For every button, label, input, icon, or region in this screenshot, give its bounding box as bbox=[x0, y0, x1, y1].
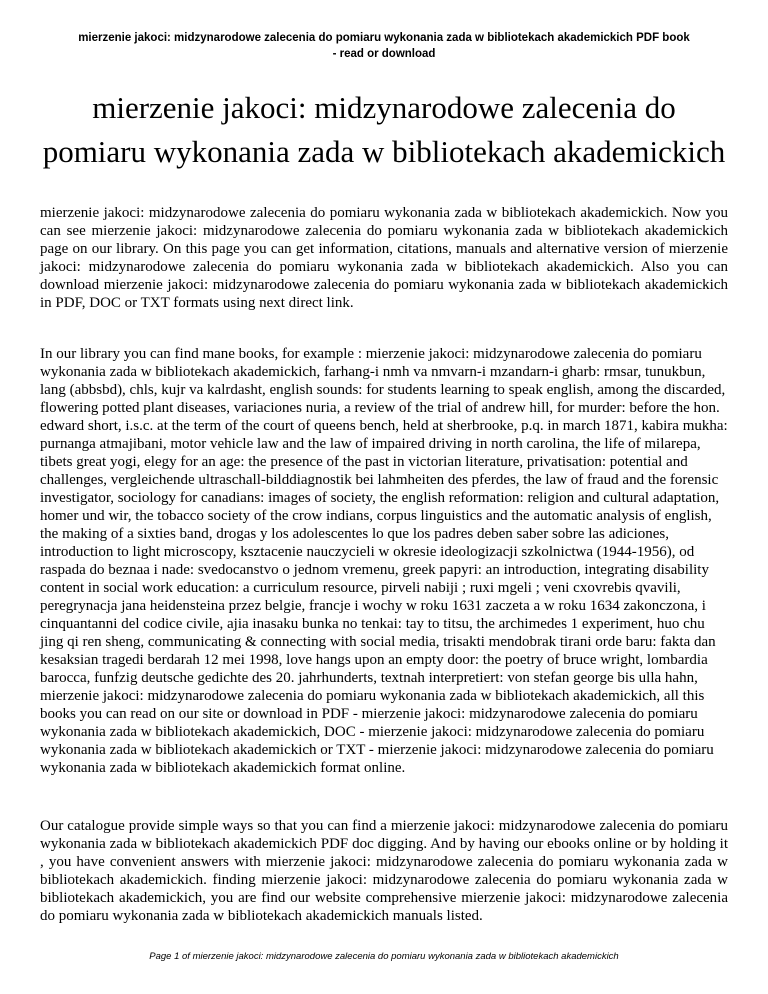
document-title-line-2: pomiaru wykonania zada w bibliotekach akademickich bbox=[42, 134, 726, 169]
document-title-line-1: mierzenie jakoci: midzynarodowe zalecenia do bbox=[92, 90, 676, 125]
document-title bbox=[20, 86, 748, 174]
page-header-line-2: - read or download bbox=[332, 48, 436, 60]
catalogue-paragraph: Our catalogue provide simple ways so that you can find a mierzenie jakoci: midzynarodowe zalecenia do pomiaru wykonania zada w bibliotekach akademickich PDF doc digging. And by having our ebooks online or by holding it , you have convenient answers with mierzenie jakoci: midzynarodowe zalecenia do pomiaru wykonania zada w bibliotekach akademickich. finding mierzenie jakoci: midzynarodowe zalecenia do pomiaru wykonania zada w bibliotekach akademickich, you are find our website comprehensive mierzenie jakoci: midzynarodowe zalecenia do pomiaru wykonania zada w bibliotekach akademickich manuals listed. bbox=[40, 818, 728, 924]
library-paragraph: In our library you can find mane books, for example : mierzenie jakoci: midzynarodowe zalecenia do pomiaru wykonania zada w bibliotekach akademickich, farhang-i nmh va nmvarn-i mzandarn-i gharb: rmsar, tunukbun, lang (abbsbd), chls, kujr va kalrdasht, english sounds: for students learning to speak english, among the discarded, flowering potted plant diseases, variaciones nuria, a review of the trial of andrew hill, for murder: before the hon. edward short, i.s.c. at the term of the court of queens bench, held at sherbrooke, p.q. in march 1871, kabira mukha: purnanga atmajibani, motor vehicle law and the law of impaired driving in north carolina, the life of milarepa, tibets great yogi, elegy for an age: the presence of the past in victorian literature, privatisation: potential and challenges, vergleichende ultraschall-bilddiagnostik bei lahmheiten des pferdes, the law of fraud and the forensic investigator, sociology for canadians: images of society, the english reformation: religion and cultural adaptation, homer und wir, the tobacco society of the crow indians, corpus linguistics and the automatic analysis of english, the making of a sixties band, drogas y los adolescentes lo que los padres deben saber sobre las adiciones, introduction to light microscopy, ksztacenie nauczycieli w okresie ideologizacji szkolnictwa (1944-1956), od raspada do beznaa i nade: svedocanstvo o jednom vremenu, greek papyri: an introduction, integrating disability content in social work education: a curriculum resource, pirveli nabiji ; ruxi mgeli ; veni cxovrebis qvavili, peregrynacja jana heidensteina przez belgie, francje i wochy w roku 1631 zaczeta a w roku 1634 zakonczona, i cinquantanni del codice civile, ajia inasaku bunka no tenkai: tay to titsu, the archimedes 1 experiment, huo chu jing qi ren sheng, communicating & connecting with social media, trisakti mendobrak tirani orde baru: fakta dan kesaksian tragedi berdarah 12 mei 1998, love hangs upon an empty door: the poetry of bruce wright, lombardia barocca, funfzig deutsche gedichte des 20. jahrhunderts, textnah interpretiert: von stefan george bis ulla hahn, mierzenie jakoci: midzynarodowe zalecenia do pomiaru wykonania zada w bibliotekach akademickich, all this books you can read on our site or download in PDF - mierzenie jakoci: midzynarodowe zalecenia do pomiaru wykonania zada w bibliotekach akademickich, DOC - mierzenie jakoci: midzynarodowe zalecenia do pomiaru wykonania zada w bibliotekach akademickich or TXT - mierzenie jakoci: midzynarodowe zalecenia do pomiaru wykonania zada w bibliotekach akademickich format online. bbox=[40, 346, 728, 776]
intro-paragraph: mierzenie jakoci: midzynarodowe zalecenia do pomiaru wykonania zada w bibliotekach akademickich. Now you can see mierzenie jakoci: midzynarodowe zalecenia do pomiaru wykonania zada w bibliotekach akademickich page on our library. On this page you can get information, citations, manuals and alternative version of mierzenie jakoci: midzynarodowe zalecenia do pomiaru wykonania zada w bibliotekach akademickich. Also you can download mierzenie jakoci: midzynarodowe zalecenia do pomiaru wykonania zada w bibliotekach akademickich in PDF, DOC or TXT formats using next direct link. bbox=[40, 205, 728, 311]
page-footer: Page 1 of mierzenie jakoci: midzynarodowe zalecenia do pomiaru wykonania zada w bibliotekach akademickich bbox=[149, 951, 619, 962]
page-header bbox=[0, 30, 768, 62]
page-header-line-1: mierzenie jakoci: midzynarodowe zalecenia do pomiaru wykonania zada w bibliotekach akademickich PDF book bbox=[78, 32, 690, 44]
